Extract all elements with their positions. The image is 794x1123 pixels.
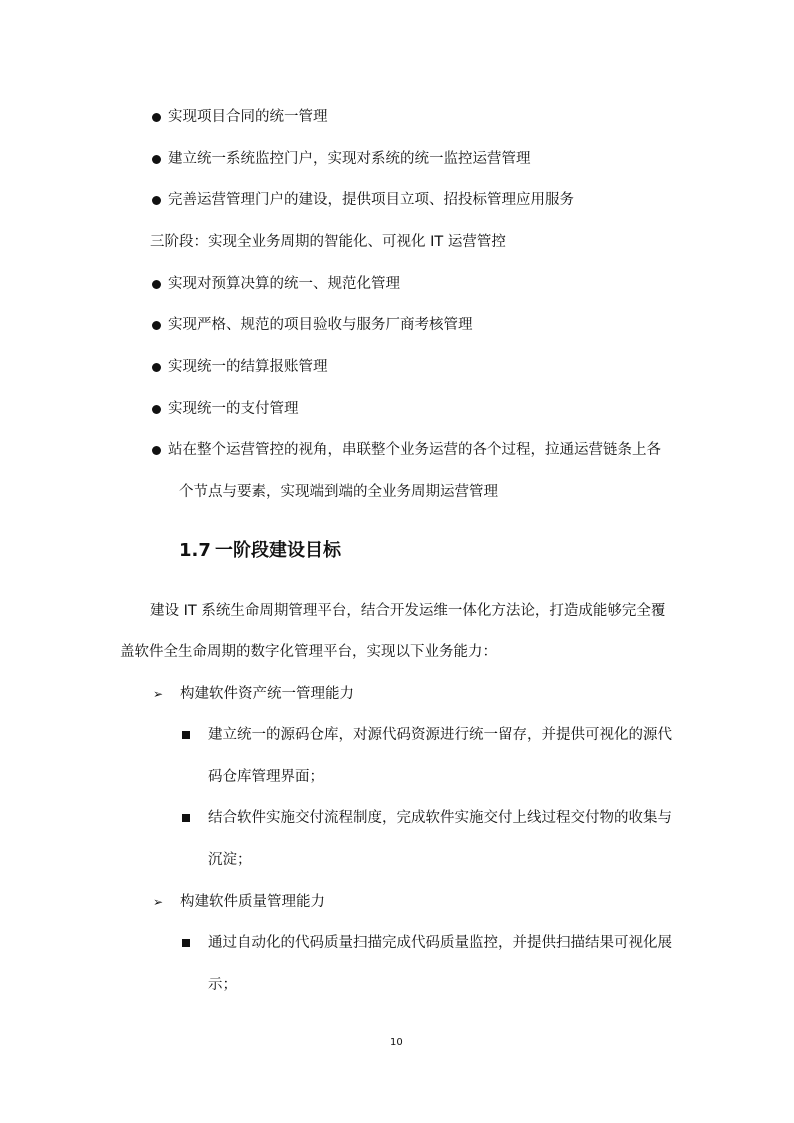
bullet-dot [152, 321, 161, 330]
section-number: 1.7 [179, 540, 211, 561]
square-bullet-icon [182, 814, 190, 822]
capability-item: 通过自动化的代码质量扫描完成代码质量监控，并提供扫描结果可视化展 [208, 935, 672, 951]
bullet-dot [152, 280, 161, 289]
bullet-dot [152, 155, 161, 164]
bullet-dot [152, 113, 161, 122]
bullet-text: 实现对预算决算的统一、规范化管理 [168, 276, 400, 292]
page-number: 10 [390, 1037, 403, 1048]
bullet-text: 完善运营管理门户的建设，提供项目立项、招投标管理应用服务 [168, 192, 574, 208]
arrow-bullet-icon: ➢ [153, 895, 164, 909]
intro-line: 盖软件全生命周期的数字化管理平台，实现以下业务能力： [120, 644, 497, 660]
intro-line: 建设 IT 系统生命周期管理平台，结合开发运维一体化方法论，打造成能够完全覆 [150, 603, 666, 619]
capability-title: 构建软件资产统一管理能力 [180, 686, 354, 702]
bullet-dot [152, 446, 161, 455]
capability-item-continued: 示； [208, 977, 237, 993]
arrow-bullet-icon: ➢ [153, 687, 164, 701]
phase3-title: 三阶段：实现全业务周期的智能化、可视化 IT 运营管控 [150, 234, 506, 250]
bullet-text-continued: 个节点与要素，实现端到端的全业务周期运营管理 [179, 484, 498, 500]
bullet-text: 建立统一系统监控门户，实现对系统的统一监控运营管理 [168, 151, 531, 167]
bullet-text: 实现严格、规范的项目验收与服务厂商考核管理 [168, 317, 473, 333]
capability-item: 建立统一的源码仓库，对源代码资源进行统一留存，并提供可视化的源代 [208, 727, 672, 743]
capability-item: 结合软件实施交付流程制度，完成软件实施交付上线过程交付物的收集与 [208, 810, 672, 826]
capability-title: 构建软件质量管理能力 [180, 894, 325, 910]
bullet-text: 实现统一的结算报账管理 [168, 359, 328, 375]
bullet-dot [152, 196, 161, 205]
capability-item-continued: 码仓库管理界面； [208, 769, 324, 785]
bullet-dot [152, 405, 161, 414]
bullet-dot [152, 363, 161, 372]
capability-item-continued: 沉淀； [208, 852, 252, 868]
bullet-text: 实现项目合同的统一管理 [168, 109, 328, 125]
bullet-text: 实现统一的支付管理 [168, 401, 299, 417]
square-bullet-icon [182, 939, 190, 947]
bullet-text: 站在整个运营管控的视角，串联整个业务运营的各个过程，拉通运营链条上各 [168, 442, 661, 458]
square-bullet-icon [182, 731, 190, 739]
section-title: 一阶段建设目标 [215, 540, 341, 561]
